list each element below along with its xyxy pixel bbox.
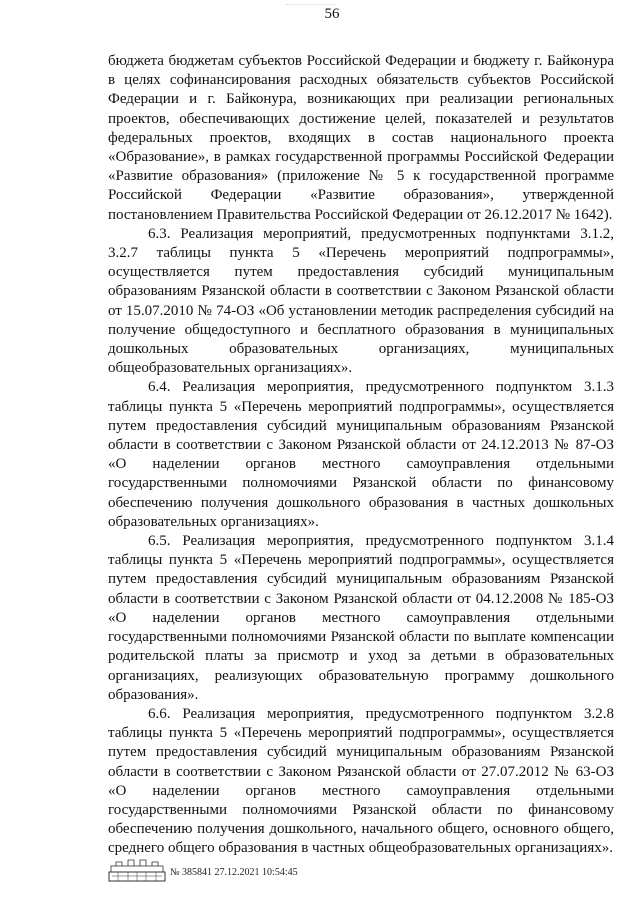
paragraph-6-4: 6.4. Реализация мероприятия, предусмотренного подпунктом 3.1.3 таблицы пункта 5 «Перечень мероприятий подпрограммы», осуществляется путем предоставления субсидий муниципальным образованиям Рязанской области в соответствии с Законом Рязанской области от 24.12.2013 № 87-ОЗ «О наделении органов местного самоуправления отдельными государственными полномочиями Рязанской области по финансовому обеспечению получения дошкольного образования в частных дошкольных образовательных организациях». (108, 379, 614, 530)
paragraph-6-5: 6.5. Реализация мероприятия, предусмотренного подпунктом 3.1.4 таблицы пункта 5 «Перечень мероприятий подпрограммы», осуществляется путем предоставления субсидий муниципальным образованиям Рязанской области в соответствии с Законом Рязанской области от 04.12.2008 № 185-ОЗ «О наделении органов местного самоуправления отдельными государственными полномочиями Рязанской области по выплате компенсации родительской платы за присмотр и уход за детьми в образовательных организациях, реализующих образовательную программу дошкольного образования». (108, 533, 614, 703)
document-body (108, 52, 614, 859)
document-registration-mark: № 385841 27.12.2021 10:54:45 (170, 867, 298, 878)
paragraph-continuation: бюджета бюджетам субъектов Российской Федерации и бюджету г. Байконура в целях софинансирования расходных обязательств субъектов Российской Федерации и г. Байконура, возникающих при реализации региональных проектов, обеспечивающих достижение целей, показателей и результатов федеральных проектов, входящих в состав национального проекта «Образование», в рамках государственной программы Российской Федерации «Развитие образования» (приложение № 5 к государственной программе Российской Федерации «Развитие образования», утвержденной постановлением Правительства Российской Федерации от 26.12.2017 № 1642). (108, 53, 614, 223)
document-footer (108, 858, 508, 888)
government-seal-icon (108, 858, 166, 882)
paragraph-6-3: 6.3. Реализация мероприятий, предусмотренных подпунктами 3.1.2, 3.2.7 таблицы пункта 5 «Перечень мероприятий подпрограммы», осуществляется путем предоставления субсидий муниципальным образованиям Рязанской области в соответствии с Законом Рязанской области от 15.07.2010 № 74-ОЗ «Об установлении методик распределения субсидий на получение общедоступного и бесплатного образования в муниципальных дошкольных образовательных организациях, муниципальных общеобразовательных организациях». (108, 225, 614, 377)
page-number: 56 (324, 6, 340, 22)
paragraph-6-6: 6.6. Реализация мероприятия, предусмотренного подпунктом 3.2.8 таблицы пункта 5 «Перечень мероприятий подпрограммы», осуществляется путем предоставления субсидий муниципальным образованиям Рязанской области в соответствии с Законом Рязанской области от 27.07.2012 № 63-ОЗ «О наделении органов местного самоуправления отдельными государственными полномочиями Рязанской области по финансовому обеспечению получения дошкольного, начального общего, основного общего, среднего общего образования в частных общеобразовательных организациях». (108, 705, 614, 857)
